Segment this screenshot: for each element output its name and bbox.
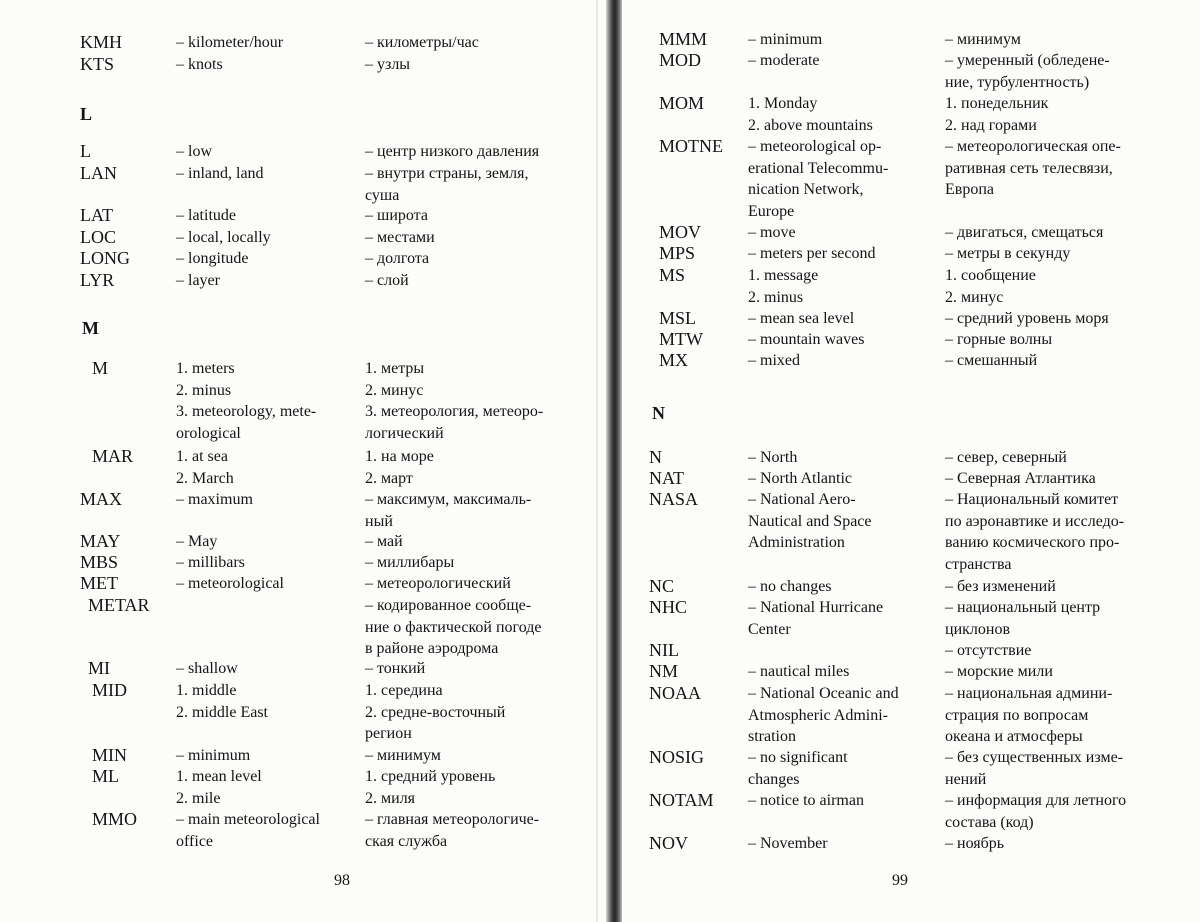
- entry-english: [748, 747, 848, 790]
- russian-line: 2. минус: [945, 288, 1004, 306]
- russian-line: 1. середина: [365, 682, 443, 699]
- entry-abbreviation: NC: [649, 576, 675, 596]
- entry-abbreviation: MS: [659, 265, 686, 285]
- entry-english: [176, 658, 238, 680]
- entry-abbreviation: NOAA: [649, 683, 701, 703]
- entry-english: [748, 350, 800, 372]
- entry-abbreviation: N: [649, 447, 662, 467]
- russian-line: – Национальный комитет: [945, 491, 1119, 508]
- entry-russian: [945, 468, 1096, 490]
- entry-english: [176, 270, 220, 292]
- english-line: changes: [748, 770, 800, 788]
- entry-abbreviation: MMM: [659, 29, 708, 49]
- entry-abbreviation: NASA: [649, 489, 699, 509]
- entry-russian: [945, 50, 1110, 93]
- english-line: – latitude: [176, 207, 236, 224]
- english-line: 1. meters: [176, 360, 235, 377]
- entry-english: [176, 766, 262, 809]
- entry-abbreviation: LOC: [80, 227, 116, 247]
- russian-line: – центр низкого давления: [365, 143, 540, 160]
- entry-russian: [945, 29, 1021, 51]
- english-line: – layer: [176, 272, 220, 289]
- entry-russian: [945, 265, 1036, 308]
- section-letter: N: [652, 403, 665, 423]
- russian-line: 2. средне-восточный: [365, 703, 506, 721]
- book-gutter: [606, 0, 623, 922]
- english-line: Atmospheric Admini-: [748, 706, 888, 724]
- russian-line: состава (код): [945, 813, 1034, 831]
- entry-russian: [945, 329, 1052, 351]
- entry-english: [748, 833, 828, 855]
- entry-abbreviation: MAX: [80, 489, 123, 509]
- english-line: 2. minus: [176, 381, 232, 399]
- english-line: – no significant: [748, 749, 848, 766]
- entry-russian: [945, 597, 1100, 640]
- english-line: – low: [176, 143, 212, 160]
- entry-abbreviation: NAT: [649, 468, 684, 488]
- entry-english: [748, 597, 883, 640]
- english-line: – no changes: [748, 578, 832, 595]
- russian-line: ние о фактической погоде: [365, 618, 542, 636]
- entry-english: [748, 29, 822, 51]
- russian-line: 1. понедельник: [945, 95, 1049, 112]
- russian-line: в районе аэродрома: [365, 640, 499, 657]
- entry-russian: [365, 766, 495, 809]
- entry-abbreviation: MX: [659, 350, 689, 370]
- russian-line: – кодированное сообще-: [365, 597, 532, 614]
- russian-line: ская служба: [365, 832, 448, 850]
- english-line: 2. middle East: [176, 703, 268, 721]
- english-line: – nautical miles: [748, 663, 850, 680]
- russian-line: – горные волны: [945, 331, 1053, 348]
- russian-line: нений: [945, 770, 987, 788]
- russian-line: – информация для летного: [945, 792, 1127, 809]
- section-letter: M: [82, 318, 99, 338]
- russian-line: циклонов: [945, 620, 1010, 638]
- russian-line: – тонкий: [365, 660, 426, 677]
- entry-abbreviation: MOD: [659, 50, 702, 70]
- entry-abbreviation: MTW: [659, 329, 703, 349]
- russian-line: регион: [365, 725, 412, 742]
- english-line: – North: [748, 449, 798, 466]
- english-line: – mean sea level: [748, 310, 855, 327]
- russian-line: 1. на море: [365, 448, 434, 465]
- entry-russian: [365, 489, 531, 532]
- entry-abbreviation: NOTAM: [649, 790, 714, 810]
- english-line: – mountain waves: [748, 331, 865, 348]
- entry-russian: [365, 32, 479, 54]
- english-line: – November: [748, 835, 828, 852]
- entry-abbreviation: LAT: [80, 205, 113, 225]
- entry-english: [748, 576, 832, 598]
- russian-line: странства: [945, 555, 1012, 573]
- entry-english: [176, 358, 316, 444]
- russian-line: – средний уровень моря: [945, 310, 1109, 327]
- russian-line: – метры в секунду: [945, 245, 1071, 262]
- english-line: – meteorological op-: [748, 138, 882, 155]
- entry-english: [176, 163, 264, 185]
- russian-line: 1. метры: [365, 360, 425, 377]
- entry-russian: [365, 54, 410, 76]
- russian-line: – май: [365, 533, 403, 550]
- entry-russian: [365, 745, 441, 767]
- russian-line: – максимум, максималь-: [365, 491, 532, 508]
- russian-line: ный: [365, 512, 393, 530]
- english-line: – main meteorological: [176, 811, 320, 828]
- entry-russian: [945, 136, 1121, 201]
- english-line: – maximum: [176, 491, 253, 508]
- english-line: – National Oceanic and: [748, 685, 899, 702]
- russian-line: 1. средний уровень: [365, 768, 496, 785]
- entry-abbreviation: MPS: [659, 243, 696, 263]
- entry-russian: [365, 658, 425, 680]
- russian-line: – местами: [365, 229, 435, 246]
- entry-russian: [945, 576, 1056, 598]
- entry-english: [748, 50, 820, 72]
- russian-line: – метеорологическая опе-: [945, 138, 1121, 155]
- english-line: Europe: [748, 202, 795, 220]
- russian-line: страция по вопросам: [945, 706, 1089, 724]
- entry-abbreviation: NM: [649, 661, 679, 681]
- russian-line: суша: [365, 186, 400, 204]
- entry-english: [176, 205, 236, 227]
- entry-abbreviation: MOV: [659, 222, 702, 242]
- entry-english: [748, 447, 797, 469]
- entry-english: [176, 531, 217, 553]
- entry-abbreviation: MID: [92, 680, 127, 700]
- english-line: 1. message: [748, 267, 819, 284]
- entry-abbreviation: M: [92, 358, 109, 378]
- entry-russian: [945, 683, 1112, 748]
- english-line: Nautical and Space: [748, 512, 872, 530]
- russian-line: ративная сеть телесвязи,: [945, 159, 1113, 177]
- entry-russian: [365, 809, 539, 852]
- entry-russian: [945, 350, 1037, 372]
- entry-english: [176, 809, 320, 852]
- entry-russian: [945, 661, 1053, 683]
- entry-russian: [945, 790, 1126, 833]
- russian-line: – Северная Атлантика: [945, 470, 1096, 487]
- entry-abbreviation: MMO: [92, 809, 138, 829]
- entry-abbreviation: MOM: [659, 93, 705, 113]
- russian-line: 2. минус: [365, 381, 424, 399]
- entry-russian: [945, 833, 1004, 855]
- entry-abbreviation: KTS: [80, 54, 115, 74]
- english-line: – knots: [176, 56, 223, 73]
- entry-english: [748, 468, 852, 490]
- russian-line: – морские мили: [945, 663, 1053, 680]
- english-line: 2. mile: [176, 789, 221, 807]
- russian-line: – узлы: [365, 56, 411, 73]
- russian-line: 2. март: [365, 469, 413, 487]
- entry-russian: [365, 141, 539, 163]
- entry-abbreviation: NHC: [649, 597, 688, 617]
- russian-line: 2. миля: [365, 789, 416, 807]
- entry-english: [176, 248, 248, 270]
- russian-line: – слой: [365, 272, 409, 289]
- entry-english: [748, 790, 864, 812]
- entry-abbreviation: KMH: [80, 32, 123, 52]
- russian-line: – километры/час: [365, 34, 479, 51]
- english-line: 1. middle: [176, 682, 237, 699]
- entry-english: [176, 446, 234, 489]
- russian-line: – долгота: [365, 250, 430, 267]
- entry-russian: [945, 243, 1070, 265]
- english-line: 2. minus: [748, 288, 804, 306]
- entry-russian: [365, 205, 428, 227]
- entry-english: [176, 573, 284, 595]
- russian-line: – широта: [365, 207, 428, 224]
- entry-russian: [365, 595, 542, 660]
- english-line: orological: [176, 424, 241, 442]
- russian-line: 3. метеорология, метеоро-: [365, 403, 544, 420]
- entry-russian: [945, 222, 1103, 244]
- english-line: erational Telecommu-: [748, 159, 889, 177]
- entry-english: [748, 222, 796, 244]
- russian-line: ние, турбулентность): [945, 73, 1090, 91]
- entry-abbreviation: MOTNE: [659, 136, 723, 156]
- entry-abbreviation: MET: [80, 573, 118, 593]
- entry-abbreviation: MAR: [92, 446, 134, 466]
- entry-russian: [365, 163, 528, 206]
- entry-abbreviation: NIL: [649, 640, 679, 660]
- english-line: – move: [748, 224, 796, 241]
- page-edge: [596, 0, 598, 922]
- entry-abbreviation: MSL: [659, 308, 697, 328]
- entry-abbreviation: L: [80, 141, 91, 161]
- english-line: 3. meteorology, mete-: [176, 403, 317, 420]
- english-line: – local, locally: [176, 229, 271, 246]
- entry-abbreviation: METAR: [88, 595, 150, 615]
- russian-line: – отсутствие: [945, 642, 1032, 659]
- right-page: [622, 0, 1200, 922]
- english-line: – moderate: [748, 52, 820, 69]
- english-line: 1. at sea: [176, 448, 228, 465]
- english-line: – inland, land: [176, 165, 264, 182]
- entry-abbreviation: LYR: [80, 270, 115, 290]
- entry-english: [748, 308, 854, 330]
- english-line: 1. Monday: [748, 95, 818, 112]
- english-line: office: [176, 832, 214, 850]
- russian-line: – без существенных изме-: [945, 749, 1123, 766]
- english-line: 2. above mountains: [748, 116, 873, 134]
- entry-english: [748, 329, 864, 351]
- entry-english: [748, 243, 876, 265]
- english-line: 1. mean level: [176, 768, 262, 785]
- english-line: – millibars: [176, 554, 245, 571]
- entry-abbreviation: NOV: [649, 833, 688, 853]
- section-letter: L: [80, 104, 93, 124]
- english-line: nication Network,: [748, 181, 864, 198]
- russian-line: – минимум: [945, 31, 1021, 48]
- entry-russian: [365, 573, 511, 595]
- entry-russian: [365, 531, 403, 553]
- english-line: – minimum: [176, 747, 251, 764]
- english-line: stration: [748, 728, 796, 745]
- entry-english: [176, 745, 250, 767]
- entry-abbreviation: LONG: [80, 248, 130, 268]
- page-number: 99: [892, 872, 908, 889]
- entry-russian: [365, 248, 429, 270]
- entry-abbreviation: LAN: [80, 163, 117, 183]
- russian-line: – двигаться, смещаться: [945, 224, 1104, 241]
- english-line: – notice to airman: [748, 792, 864, 809]
- entry-russian: [945, 93, 1048, 136]
- russian-line: – минимум: [365, 747, 441, 764]
- english-line: – mixed: [748, 352, 800, 369]
- russian-line: – миллибары: [365, 554, 455, 571]
- russian-line: – север, северный: [945, 449, 1067, 466]
- russian-line: – ноябрь: [945, 835, 1005, 852]
- entry-english: [748, 136, 888, 222]
- entry-russian: [945, 308, 1109, 330]
- russian-line: логический: [365, 424, 444, 442]
- english-line: – May: [176, 533, 218, 550]
- english-line: – meteorological: [176, 575, 284, 592]
- english-line: – North Atlantic: [748, 470, 852, 487]
- entry-russian: [945, 747, 1123, 790]
- entry-russian: [945, 489, 1124, 575]
- russian-line: 1. сообщение: [945, 267, 1036, 284]
- russian-line: – смешанный: [945, 352, 1038, 369]
- entry-russian: [945, 447, 1067, 469]
- entry-abbreviation: MAY: [80, 531, 121, 551]
- entry-english: [176, 552, 245, 574]
- russian-line: Европа: [945, 181, 994, 198]
- english-line: Center: [748, 620, 791, 638]
- russian-line: – метеорологический: [365, 575, 511, 592]
- entry-abbreviation: NOSIG: [649, 747, 705, 767]
- entry-russian: [365, 680, 505, 745]
- entry-english: [176, 32, 283, 54]
- english-line: 2. March: [176, 469, 234, 487]
- entry-abbreviation: MBS: [80, 552, 119, 572]
- english-line: – meters per second: [748, 245, 876, 262]
- entry-abbreviation: ML: [92, 766, 119, 786]
- english-line: – minimum: [748, 31, 823, 48]
- russian-line: – национальный центр: [945, 599, 1101, 616]
- page-number: 98: [334, 872, 350, 889]
- entry-english: [176, 680, 268, 723]
- entry-english: [748, 661, 849, 683]
- russian-line: – национальная админи-: [945, 685, 1113, 702]
- entry-russian: [365, 270, 409, 292]
- english-line: – kilometer/hour: [176, 34, 284, 51]
- entry-english: [176, 489, 253, 511]
- entry-russian: [365, 358, 543, 444]
- russian-line: океана и атмосферы: [945, 728, 1083, 745]
- english-line: – National Aero-: [748, 491, 856, 508]
- entry-abbreviation: MIN: [92, 745, 127, 765]
- entry-russian: [365, 552, 454, 574]
- entry-english: [748, 683, 899, 748]
- russian-line: – главная метеорологиче-: [365, 811, 540, 828]
- english-line: – National Hurricane: [748, 599, 884, 616]
- entry-russian: [945, 640, 1031, 662]
- russian-line: – без изменений: [945, 578, 1056, 595]
- entry-english: [748, 93, 873, 136]
- entry-russian: [365, 446, 434, 489]
- russian-line: – внутри страны, земля,: [365, 165, 529, 182]
- english-line: Administration: [748, 534, 845, 551]
- russian-line: – умеренный (обледене-: [945, 52, 1110, 69]
- entry-english: [176, 54, 223, 76]
- entry-english: [748, 265, 818, 308]
- russian-line: ванию космического про-: [945, 534, 1120, 551]
- entry-english: [176, 141, 212, 163]
- russian-line: по аэронавтике и исследо-: [945, 512, 1125, 530]
- entry-english: [748, 489, 872, 554]
- entry-abbreviation: MI: [88, 658, 110, 678]
- english-line: – shallow: [176, 660, 238, 677]
- entry-russian: [365, 227, 435, 249]
- russian-line: 2. над горами: [945, 116, 1037, 134]
- english-line: – longitude: [176, 250, 249, 267]
- entry-english: [176, 227, 271, 249]
